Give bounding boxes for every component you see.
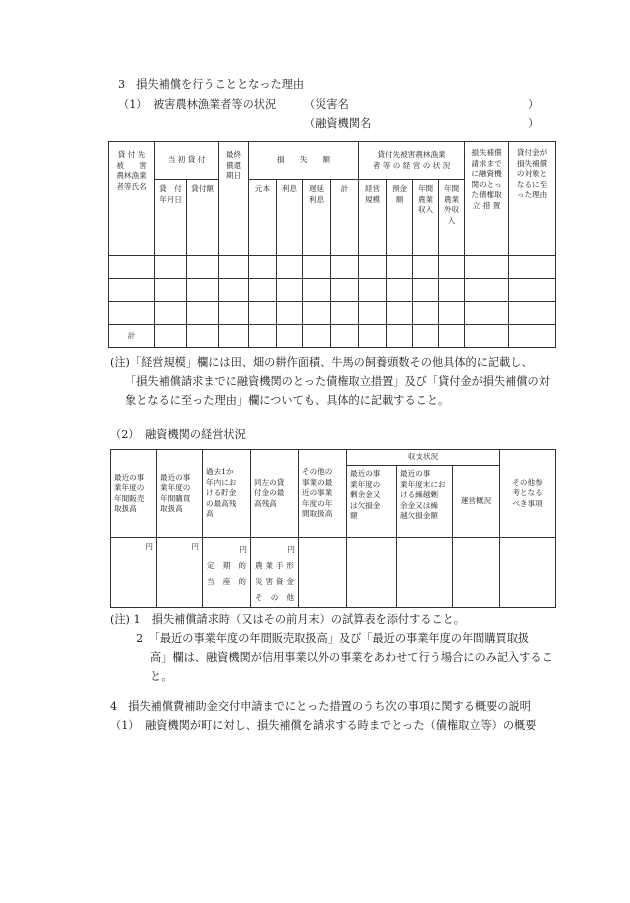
header-deposit: 預金 額 [387, 180, 413, 256]
subsection-4-1-heading: （1） 融資機関が町に対し、損失補償を請求する時までとった（債権取立等）の概要 [110, 719, 537, 732]
header-carried-forward: 最近の事 業年度末にお ける繰越剰 余金又は繰 越欠損金額 [397, 466, 453, 538]
header-loan-amount: 貸付額 [187, 180, 219, 256]
section-3-heading: 3 損失補償を行うこととなった理由 [118, 78, 305, 91]
header-income-status: 収支状況 [347, 450, 500, 466]
loans-cell: 円 農業手形 災害資金 そ の 他 [251, 538, 299, 608]
header-management-status: 貸付先被害農林漁業 者 等 の 経 営 の 状 況 [359, 142, 465, 180]
unit-label: 円 [111, 538, 157, 608]
institution-status-table [110, 449, 556, 608]
table-row [111, 538, 556, 608]
header-annual-sales: 最近の事 業年度の 年間販売 取扱高 [111, 450, 157, 538]
header-agri-income: 年間 農業 収入 [413, 180, 439, 256]
header-collection-measures: 損失補償 請求まで に融資機 関のとっ た債権取 立 措 置 [465, 142, 509, 256]
header-loss-total: 計 [331, 180, 359, 256]
unit-label: 円 [157, 538, 203, 608]
header-principal: 元本 [249, 180, 277, 256]
header-loss-amount: 損 失 額 [249, 142, 359, 180]
header-borrower: 貸 付 先 被 害 農林漁業 者等氏名 [109, 142, 155, 256]
header-operations: 運営概況 [453, 466, 500, 538]
header-remarks: その他参 考となる べき事項 [500, 450, 556, 538]
savings-cell: 円 定期的 当座的 [203, 538, 251, 608]
disaster-name-label: （災害名 [304, 98, 349, 111]
table-row [109, 302, 556, 325]
victim-status-table [108, 141, 556, 348]
total-row [109, 325, 556, 348]
section-4-heading: 4 損失補償費補助金交付申請までにとった措置のうち次の事項に関する概要の説明 [110, 700, 531, 713]
header-loan-date: 貸 付 年月日 [155, 180, 187, 256]
disaster-name-close: ） [528, 98, 540, 111]
header-surplus: 最近の事 業年度の 剰余金又 は欠損金 額 [347, 466, 397, 538]
header-initial-loan: 当 初 貸 付 [155, 142, 219, 180]
institution-name-label: （融資機関名 [304, 117, 372, 130]
subsection-3-1-heading: （1） 被害農林漁業者等の状況 [118, 98, 277, 111]
header-loss-reason: 貸付金が 損失補償 の対象と なるに至 った理由 [509, 142, 556, 256]
header-max-savings: 過去1か 年内にお ける貯金 の最高残 高 [203, 450, 251, 538]
note-2: (注) 1 損失補償請求時（又はその前月末）の試算表を添付すること。 2 「最近の事業年度の年間販売取扱高」及び「最近の事業年度の年間購買取扱 高」欄は、融資機関が信用事業以外の事業をあわせて行う場合にのみ記入するこ と。 [110, 613, 553, 683]
header-management-scale: 経営 規模 [359, 180, 387, 256]
header-other-business: その他の 事業の最 近の事業 年度の年 間取扱高 [299, 450, 347, 538]
header-max-loans: 同左の貸 付金の最 高残高 [251, 450, 299, 538]
total-row-label: 計 [109, 325, 155, 348]
header-final-repayment: 最終 償還 期日 [219, 142, 249, 256]
header-interest: 利息 [277, 180, 303, 256]
header-late-interest: 遅延 利息 [303, 180, 331, 256]
institution-name-close: ） [528, 117, 540, 130]
table-row [109, 256, 556, 279]
note-1: (注)「経営規模」欄には田、畑の耕作面積、牛馬の飼養頭数その他具体的に記載し、 「損失補償請求までに融資機関のとった債権取立措置」及び「貸付金が損失補償の対 象となるに至った理由」欄についても、具体的に記載すること。 [110, 356, 550, 407]
table-row [109, 279, 556, 302]
header-annual-purchases: 最近の事 業年度の 年間購買 取扱高 [157, 450, 203, 538]
subsection-3-2-heading: （2） 融資機関の経営状況 [110, 428, 246, 441]
header-nonagri-income: 年間 農業 外収 入 [439, 180, 465, 256]
